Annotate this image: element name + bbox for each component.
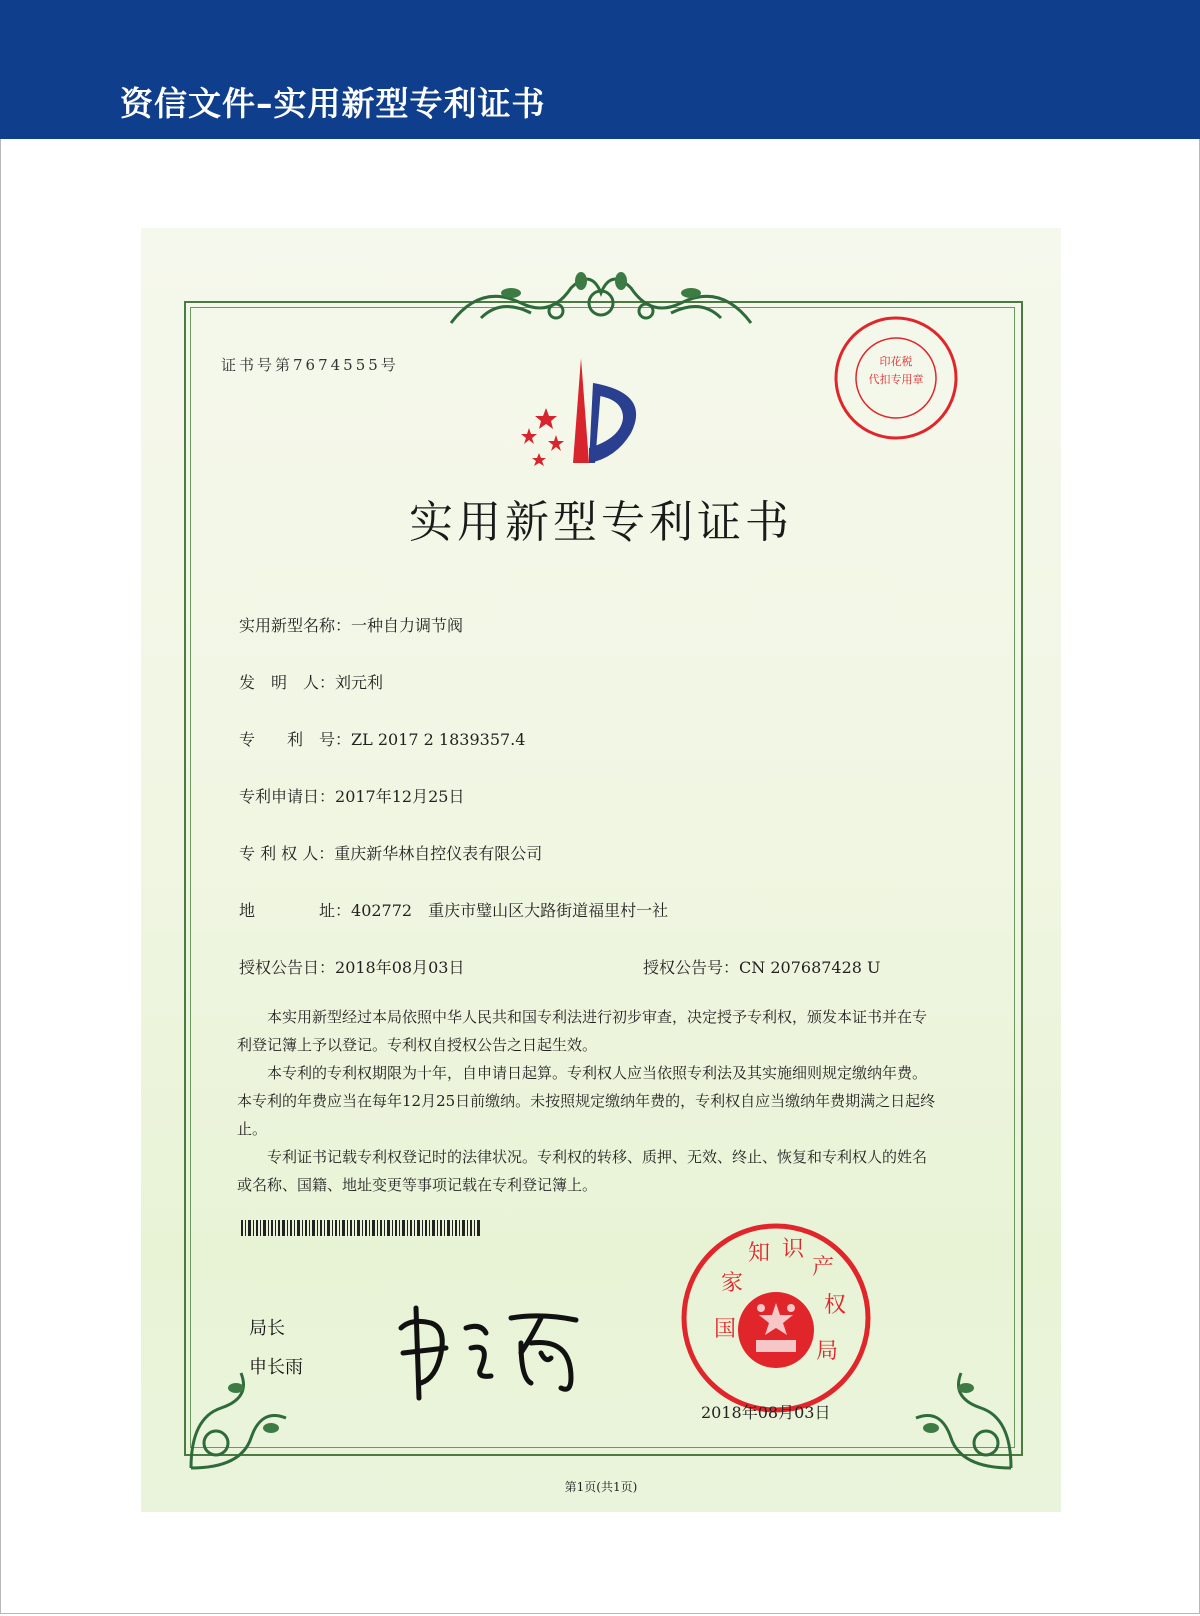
application-date: 2017年12月25日 xyxy=(335,787,465,806)
tax-stamp xyxy=(831,313,961,443)
address: 402772 重庆市璧山区大路街道福里村一社 xyxy=(351,901,669,920)
header-bar xyxy=(0,0,1200,139)
inventor: 刘元利 xyxy=(335,673,384,692)
director-signature xyxy=(391,1298,591,1408)
director-title: 局长 xyxy=(249,1318,285,1339)
certificate-title: 实用新型专利证书 xyxy=(409,497,793,548)
tax-stamp-inner-text-2: 代扣专用章 xyxy=(868,373,924,386)
bottom-right-ornament xyxy=(901,1358,1021,1478)
seal-char-1: 国 xyxy=(714,1317,737,1342)
certificate xyxy=(141,228,1061,1512)
top-ornament xyxy=(441,263,761,333)
announcement-number: CN 207687428 U xyxy=(739,958,881,977)
patentee-row: 专 利 权 人：重庆新华林自控仪表有限公司 xyxy=(239,844,543,863)
certificate-inner-border xyxy=(190,307,1015,1448)
paragraph-3: 专利证书记载专利权登记时的法律状况。专利权的转移、质押、无效、终止、恢复和专利权人的姓名或名称、国籍、地址变更等事项记载在专利登记簿上。 xyxy=(237,1148,928,1194)
barcode xyxy=(241,1220,481,1236)
address-row: 地 址：402772 重庆市璧山区大路街道福里村一社 xyxy=(239,901,669,920)
seal-char-4: 识 xyxy=(782,1237,805,1262)
paragraph-1: 本实用新型经过本局依照中华人民共和国专利法进行初步审查，决定授予专利权，颁发本证书并在专利登记簿上予以登记。专利权自授权公告之日起生效。 xyxy=(237,1008,928,1054)
announcement-number-row: 授权公告号：CN 207687428 U xyxy=(643,958,881,977)
utility-model-name-row: 实用新型名称：一种自力调节阀 xyxy=(239,616,464,635)
patentee: 重庆新华林自控仪表有限公司 xyxy=(334,844,543,863)
certificate-number: 证书号第7674555号 xyxy=(221,356,399,374)
seal-char-5: 产 xyxy=(812,1255,835,1280)
paragraph-2: 本专利的专利权期限为十年，自申请日起算。专利权人应当依照专利法及其实施细则规定缴纳年费。本专利的年费应当在每年12月25日前缴纳。未按照规定缴纳年费的，专利权自应当缴纳年费期满之日起终止。 xyxy=(237,1064,936,1138)
official-seal xyxy=(676,1218,876,1418)
patent-number: ZL 2017 2 1839357.4 xyxy=(351,730,526,749)
seal-char-7: 局 xyxy=(816,1339,839,1364)
application-date-row: 专利申请日：2017年12月25日 xyxy=(239,787,465,806)
seal-char-3: 知 xyxy=(748,1241,771,1266)
grant-date: 2018年08月03日 xyxy=(335,958,465,977)
patent-number-row: 专 利 号：ZL 2017 2 1839357.4 xyxy=(239,730,526,749)
page-footer: 第1页(共1页) xyxy=(564,1480,638,1494)
inventor-row: 发 明 人：刘元利 xyxy=(239,673,384,692)
grant-date-row: 授权公告日：2018年08月03日 xyxy=(239,958,465,977)
seal-char-2: 家 xyxy=(721,1271,744,1296)
header-title: 资信文件–实用新型专利证书 xyxy=(120,84,546,123)
seal-char-6: 权 xyxy=(824,1293,847,1318)
tax-stamp-inner-text-1: 印花税 xyxy=(879,355,913,368)
utility-model-name: 一种自力调节阀 xyxy=(351,616,464,635)
director-name: 申长雨 xyxy=(249,1357,303,1378)
seal-date: 2018年08月03日 xyxy=(701,1403,831,1422)
cnipa-emblem xyxy=(511,353,651,473)
